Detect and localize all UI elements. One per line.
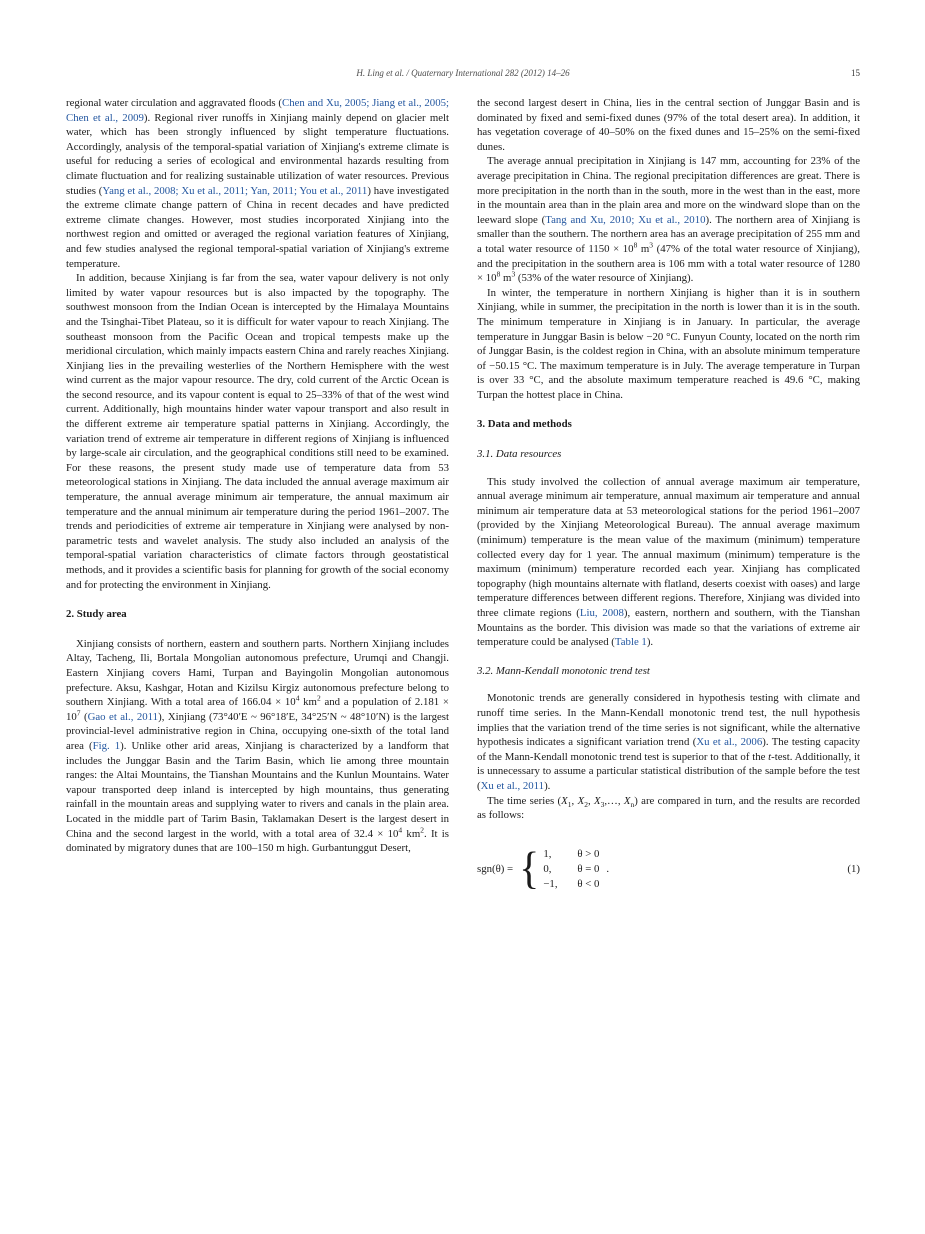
subsection-heading: 3.2. Mann-Kendall monotonic trend test bbox=[477, 664, 650, 677]
superscript: 7 bbox=[76, 708, 81, 718]
equation-body bbox=[477, 844, 610, 895]
superscript: 4 bbox=[398, 824, 403, 834]
superscript: 8 bbox=[496, 269, 501, 279]
citation-link[interactable]: Table 1 bbox=[614, 636, 647, 649]
text-run: , bbox=[571, 794, 578, 807]
right-column bbox=[477, 96, 861, 895]
text-run: ), eastern, northern and southern, with the Tianshan Mountains as the border. This division was made so that the variations of extreme air temperature could be analysed ( bbox=[477, 607, 860, 649]
case-value: 1, bbox=[543, 847, 552, 860]
text-run: ,…, bbox=[604, 794, 624, 807]
italic-text: X bbox=[577, 794, 585, 807]
case-condition: θ = 0 bbox=[577, 862, 600, 875]
italic-text: X bbox=[561, 794, 568, 807]
paragraph bbox=[477, 794, 860, 823]
case-value: 0, bbox=[543, 862, 552, 875]
superscript: 2 bbox=[316, 693, 321, 703]
text-run: The time series ( bbox=[487, 794, 562, 807]
case-value: −1, bbox=[543, 877, 558, 890]
text-run: and a population of 2.181 × 10 bbox=[66, 696, 450, 723]
superscript: 8 bbox=[633, 240, 638, 250]
citation-link[interactable]: Gao et al., 2011 bbox=[87, 710, 159, 723]
paragraph bbox=[66, 271, 449, 592]
text-run: km bbox=[402, 827, 421, 840]
text-run: ). bbox=[646, 636, 654, 649]
text-run: In winter, the temperature in northern Xinjiang is higher than it is in southern Xinjiang, while in summer, the precipitation in the north is lower than it is in the south. The minimum temperature in Xinjiang is in January. In particular, the average temperature in Junggar Basin is below −20 °C. Funyun County, located on the north rim of Junggar Basin, is the coldest region in China, with an absolute minimum temperature of −50.15 °C. The maximum temperature is in July. The average temperature in Turpan is over 33 °C, and the absolute maximum temperature reached is 49.6 °C, making Turpan the hottest place in China. bbox=[477, 286, 860, 401]
citation-link[interactable]: Xu et al., 2010 bbox=[638, 213, 706, 226]
text-run: Monotonic trends are generally considered in hypothesis testing with climate and runoff time series. In the Mann-Kendall monotonic trend test, the null hypothesis implies that the variation trend of the time series is not significant, while the alternative hypothesis indicates a significant variation trend ( bbox=[477, 692, 860, 749]
subscript: 2 bbox=[584, 799, 588, 809]
superscript: 2 bbox=[420, 824, 424, 834]
page-number: 15 bbox=[851, 68, 860, 78]
left-column bbox=[66, 96, 449, 892]
italic-text: X bbox=[593, 794, 601, 807]
superscript: 4 bbox=[295, 693, 300, 703]
subscript: n bbox=[630, 799, 635, 809]
citation-link[interactable]: Jiang et al., 2005; bbox=[372, 97, 450, 109]
running-title: H. Ling et al. / Quaternary International 282 (2012) 14–26 bbox=[356, 68, 570, 78]
text-run: ). The testing capacity of the Mann-Kendall monotonic trend test is superior to that of the bbox=[477, 736, 860, 763]
two-column-layout bbox=[66, 96, 861, 895]
paragraph bbox=[477, 154, 860, 285]
citation-link[interactable]: Liu, 2008 bbox=[579, 607, 624, 619]
citation-link[interactable]: Xu et al., 2006 bbox=[696, 736, 763, 749]
text-run: regional water circulation and aggravated floods ( bbox=[66, 97, 282, 109]
case-condition: θ > 0 bbox=[577, 847, 600, 860]
text-run: m bbox=[637, 242, 650, 255]
section-heading: 2. Study area bbox=[66, 608, 127, 621]
paragraph bbox=[477, 475, 860, 650]
text-run: ), Xinjiang (73°40′E ~ 96°18′E, 34°25′N ~ 48°10′N) is the largest provincial-level administrative region in China, occupying one-sixth of the total land area ( bbox=[66, 710, 450, 752]
paragraph bbox=[477, 691, 860, 793]
text-run: The average annual precipitation in Xinjiang is 147 mm, accounting for 23% of the average precipitation in China. The regional precipitation differences are great. There is more precipitation in the north than in the south, more in the west than in the east, more in the mountain area than in the plain area and more on the windward slope than on the leeward slope ( bbox=[477, 155, 860, 226]
citation-link[interactable]: Tang and Xu, 2010; bbox=[545, 213, 635, 226]
paragraph bbox=[477, 96, 860, 154]
subscript: 1 bbox=[567, 799, 572, 809]
text-run: ) have investigated the extreme climate change pattern of China in recent decades and have predicted extreme climate changes. However, most studies incorporated Xinjiang into the northwest region and omitted or averaged the regional variation features of Xinjiang, and few studies analysed the regional temporal-spatial variation of Xinjiang's extreme temperature. bbox=[66, 184, 450, 270]
equation-lhs: sgn(θ) = bbox=[477, 862, 514, 875]
page-header bbox=[66, 68, 860, 80]
text-run: . It is dominated by migratory dunes that are 100–150 m high. Gurbantunggut Desert, bbox=[66, 827, 449, 855]
paragraph bbox=[66, 637, 449, 856]
text-run: ). Regional river runoffs in Xinjiang mainly depend on glacier melt water, which has been strongly influenced by slight temperature fluctuations. Accordingly, analysis of the temporal-spatial variation of Xinjiang's extreme climate is useful for reducing a series of ecological and environmental hazards resulting from climate fluctuation and for realizing sustainable utilization of water resources. Previous studies ( bbox=[66, 111, 450, 197]
left-brace-glyph: { bbox=[519, 844, 540, 895]
superscript: 3 bbox=[511, 269, 516, 279]
paragraph bbox=[66, 96, 449, 271]
case-condition: θ < 0 bbox=[577, 877, 600, 890]
equation-case-row bbox=[543, 862, 599, 877]
text-run: Xinjiang consists of northern, eastern and southern parts. Northern Xinjiang includes Altay, Tacheng, Ili, Bortala Mongolian autonomous prefecture, Urumqi and Changji. Eastern Xinjiang covers Hami, Turpan and Bayingolin Mongolian autonomous prefecture. Aksu, Kashgar, Hotan and Kizilsu Kirgiz autonomous prefecture belong to southern Xinjiang. With a total area of 166.04 × 10 bbox=[66, 637, 449, 709]
text-run: ). Unlike other arid areas, Xinjiang is characterized by a landform that includes the Junggar Basin and the Tarim Basin, which lie among three mountain ranges: the Altai Mountains, the Tianshan Mountains and the Kunlun Mountains. Water vapour transported deep inland is intercepted by high mountains, thus generating rainfall in the mountain areas and supplying water to rivers and canals in the plain area. Located in the middle part of Tarim Basin, Taklamakan Desert is the largest desert in China and the second largest in the world, with a total area of 32.4 × 10 bbox=[66, 739, 449, 840]
equation-1 bbox=[477, 844, 860, 895]
text-run: In addition, because Xinjiang is far from the sea, water vapour delivery is not only limited by water vapour resources but is also impacted by the topography. The southwest monsoon from the Indian Ocean is intercepted by the Himalaya Mountains and the Tsinghai-Tibet Plateau, so it is difficult for water vapour to reach Xinjiang. The southeast monsoon from the Pacific Ocean and tropical tempests make up the meridional circulation, which mainly impacts eastern China and rarely reaches Xinjiang. Xinjiang lies in the prevailing westerlies of the Northern Hemisphere with the west wind current as the major vapour resource. The dry, cold current of the Arctic Ocean is the second resource, and its vapour content is equal to 25–33% of that of the west wind current. Additionally, high mountains hinder water vapour transport and also result in the different extreme air temperature spatial patterns in Xinjiang. Accordingly, the variation trend of extreme air temperature in different regions of Xinjiang is influenced by large-scale air circulation, and the geographical conditions still need to be examined. For these reasons, the present study made use of temperature data from 53 meteorological stations in Xinjiang. The data included the annual average maximum air temperature, the annual average minimum air temperature, the annual maximum air temperature and the annual minimum air temperature during the period 1961–2007. The trends and periodicities of extreme air temperature in Xinjiang were analysed by non-parametric tests and wavelet analysis. The study also included an analysis of the temporal-spatial variation characteristics of climate factors through geostatistical methods, and it provides a scientific basis for planning for growth of the social economy and for protecting the environment in Xinjiang. bbox=[66, 272, 449, 591]
text-run: (53% of the water resource of Xinjiang). bbox=[515, 272, 694, 285]
equation-case-row bbox=[543, 877, 599, 892]
equation-period: . bbox=[606, 862, 610, 875]
text-run: -test. Additionally, it is unnecessary to assume a particular statistical distribution of the sample before the test ( bbox=[477, 750, 860, 792]
citation-link[interactable]: Yang et al., 2008; bbox=[102, 184, 179, 197]
section-heading: 3. Data and methods bbox=[477, 418, 572, 431]
subsection-heading: 3.1. Data resources bbox=[477, 448, 562, 461]
text-run: ). bbox=[544, 779, 551, 792]
citation-link[interactable]: Fig. 1 bbox=[92, 739, 121, 752]
text-run: km bbox=[299, 696, 317, 709]
equation-case-row bbox=[543, 847, 599, 862]
citation-link[interactable]: Xu et al., 2011 bbox=[480, 779, 545, 792]
citation-link[interactable]: Chen et al., 2009 bbox=[66, 111, 144, 124]
text-run: ). The northern area of Xinjiang is smaller than the southern. The northern area has an average precipitation of 255 mm and a total water resource of 1150 × 10 bbox=[477, 213, 861, 255]
text-run: the second largest desert in China, lies in the central section of Junggar Basin and is dominated by fixed and semi-fixed dunes (97% of the total desert area). In addition, it has vegetation coverage of 40–50% on the fixed dunes and 15–25% on the semi-fixed dunes. bbox=[477, 97, 860, 153]
citation-link[interactable]: Chen and Xu, 2005; bbox=[282, 97, 370, 109]
italic-text: t bbox=[768, 750, 772, 763]
citation-link[interactable]: Yan, 2011; bbox=[250, 184, 297, 197]
equation-cases bbox=[543, 847, 599, 892]
text-run: m bbox=[500, 272, 512, 285]
superscript: 3 bbox=[649, 240, 654, 250]
text-run: ) are compared in turn, and the results are recorded as follows: bbox=[477, 794, 860, 822]
text-run: ( bbox=[80, 710, 88, 723]
citation-link[interactable]: Xu et al., 2011; bbox=[181, 184, 248, 197]
citation-link[interactable]: You et al., 2011 bbox=[299, 184, 368, 197]
text-run: This study involved the collection of annual average maximum air temperature, annual average minimum air temperature, annual maximum air temperature and annual minimum air temperature data at 53 meteorological stations for the period 1961–2007 (provided by the Xinjiang Meteorological Bureau). The annual average maximum (minimum) temperature is the mean value of the maximum (minimum) temperature collected every day for 1 year. The annual maximum (minimum) temperature is the maximum (minimum) temperature recorded each year. Xinjiang has complicated topography (high mountains alternate with flatland, deserts coexist with oases) and large temperature differences between different regions. Therefore, Xinjiang was divided into three climate regions ( bbox=[477, 475, 860, 619]
italic-text: X bbox=[623, 794, 631, 807]
text-run: , bbox=[587, 794, 594, 807]
subscript: 3 bbox=[600, 799, 605, 809]
equation-number: (1) bbox=[847, 862, 860, 875]
paragraph bbox=[477, 286, 860, 403]
text-run: (47% of the total water resource of Xinjiang), and the precipitation in the southern area is 106 mm with a total water resource of 1280 × 10 bbox=[477, 242, 860, 285]
